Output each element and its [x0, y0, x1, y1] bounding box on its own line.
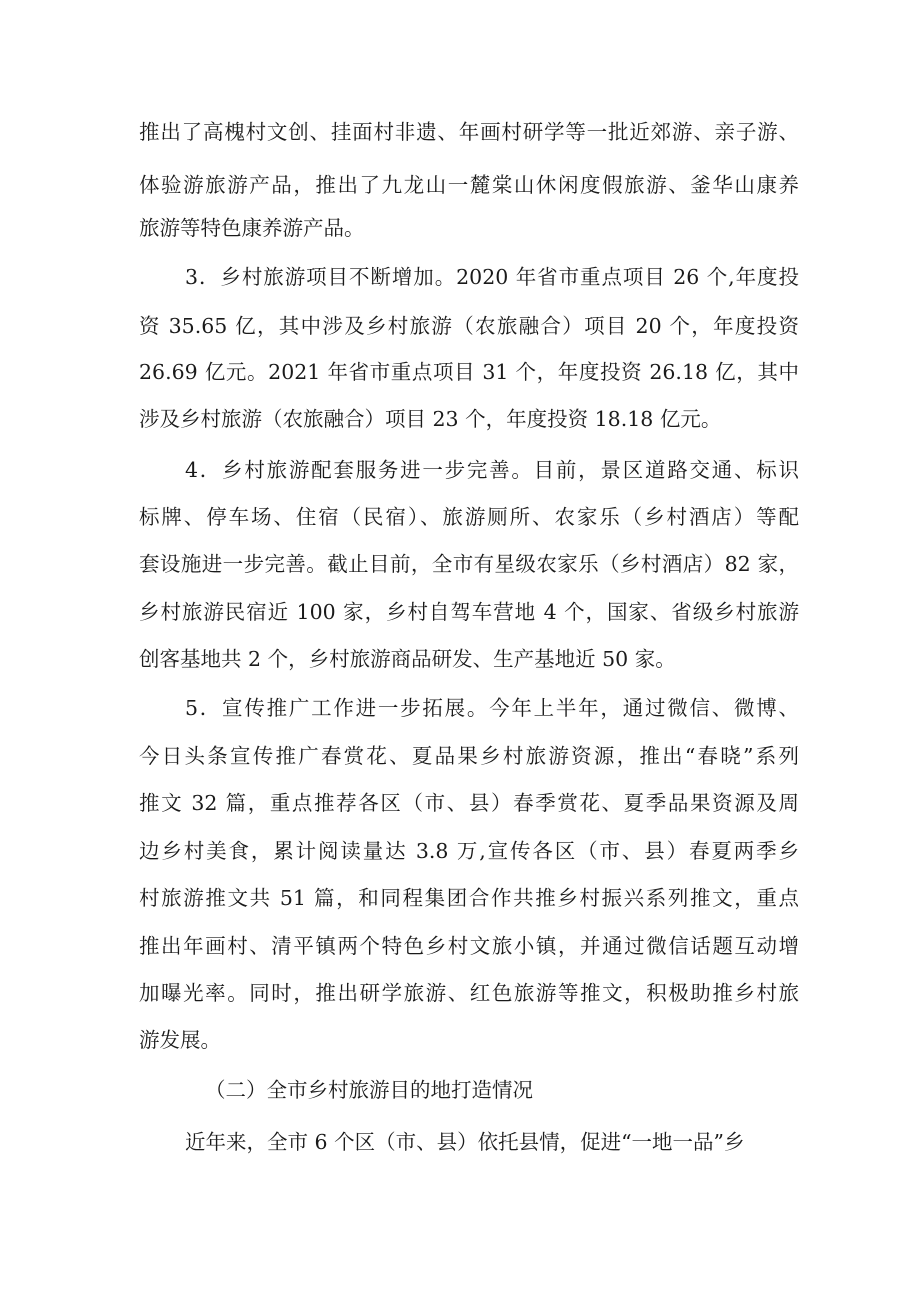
text-line: 游发展。 [139, 1028, 221, 1052]
text-line: 推出年画村、清平镇两个特色乡村文旅小镇，并通过微信话题互动增 [139, 934, 799, 958]
text-line: 乡村旅游民宿近 100 家，乡村自驾车营地 4 个，国家、省级乡村旅游 [139, 600, 799, 624]
text-line: 推出了高槐村文创、挂面村非遗、年画村研学等一批近郊游、亲子游、 [139, 120, 799, 144]
text-line: 体验游旅游产品，推出了九龙山一麓棠山休闲度假旅游、釜华山康养 [139, 173, 799, 197]
text-line: 旅游等特色康养游产品。 [139, 216, 365, 240]
text-line: 创客基地共 2 个，乡村旅游商品研发、生产基地近 50 家。 [139, 647, 676, 671]
text-line: 4．乡村旅游配套服务进一步完善。目前，景区道路交通、标识 [185, 458, 799, 482]
text-line: 加曝光率。同时，推出研学旅游、红色旅游等推文，积极助推乡村旅 [139, 981, 799, 1005]
text-line: 26.69 亿元。2021 年省市重点项目 31 个，年度投资 26.18 亿，其中 [139, 360, 799, 384]
text-line: 5．宣传推广工作进一步拓展。今年上半年，通过微信、微博、 [185, 696, 799, 720]
text-line: 推文 32 篇，重点推荐各区（市、县）春季赏花、夏季品果资源及周 [139, 791, 799, 815]
text-line: 套设施进一步完善。截止目前，全市有星级农家乐（乡村酒店）82 家， [139, 552, 799, 576]
text-line: 近年来，全市 6 个区（市、县）依托县情，促进“一地一品”乡 [185, 1130, 745, 1154]
text-line: 今日头条宣传推广春赏花、夏品果乡村旅游资源，推出“春晓”系列 [139, 744, 799, 768]
text-line: 村旅游推文共 51 篇，和同程集团合作共推乡村振兴系列推文，重点 [139, 886, 799, 910]
text-line: 边乡村美食，累计阅读量达 3.8 万,宣传各区（市、县）春夏两季乡 [139, 839, 799, 863]
text-line: 资 35.65 亿，其中涉及乡村旅游（农旅融合）项目 20 个，年度投资 [139, 314, 799, 338]
section-heading: （二）全市乡村旅游目的地打造情况 [205, 1078, 533, 1102]
text-line: 涉及乡村旅游（农旅融合）项目 23 个，年度投资 18.18 亿元。 [139, 407, 722, 431]
text-line: 标牌、停车场、住宿（民宿）、旅游厕所、农家乐（乡村酒店）等配 [139, 505, 799, 529]
text-line: 3．乡村旅游项目不断增加。2020 年省市重点项目 26 个,年度投 [185, 265, 799, 289]
